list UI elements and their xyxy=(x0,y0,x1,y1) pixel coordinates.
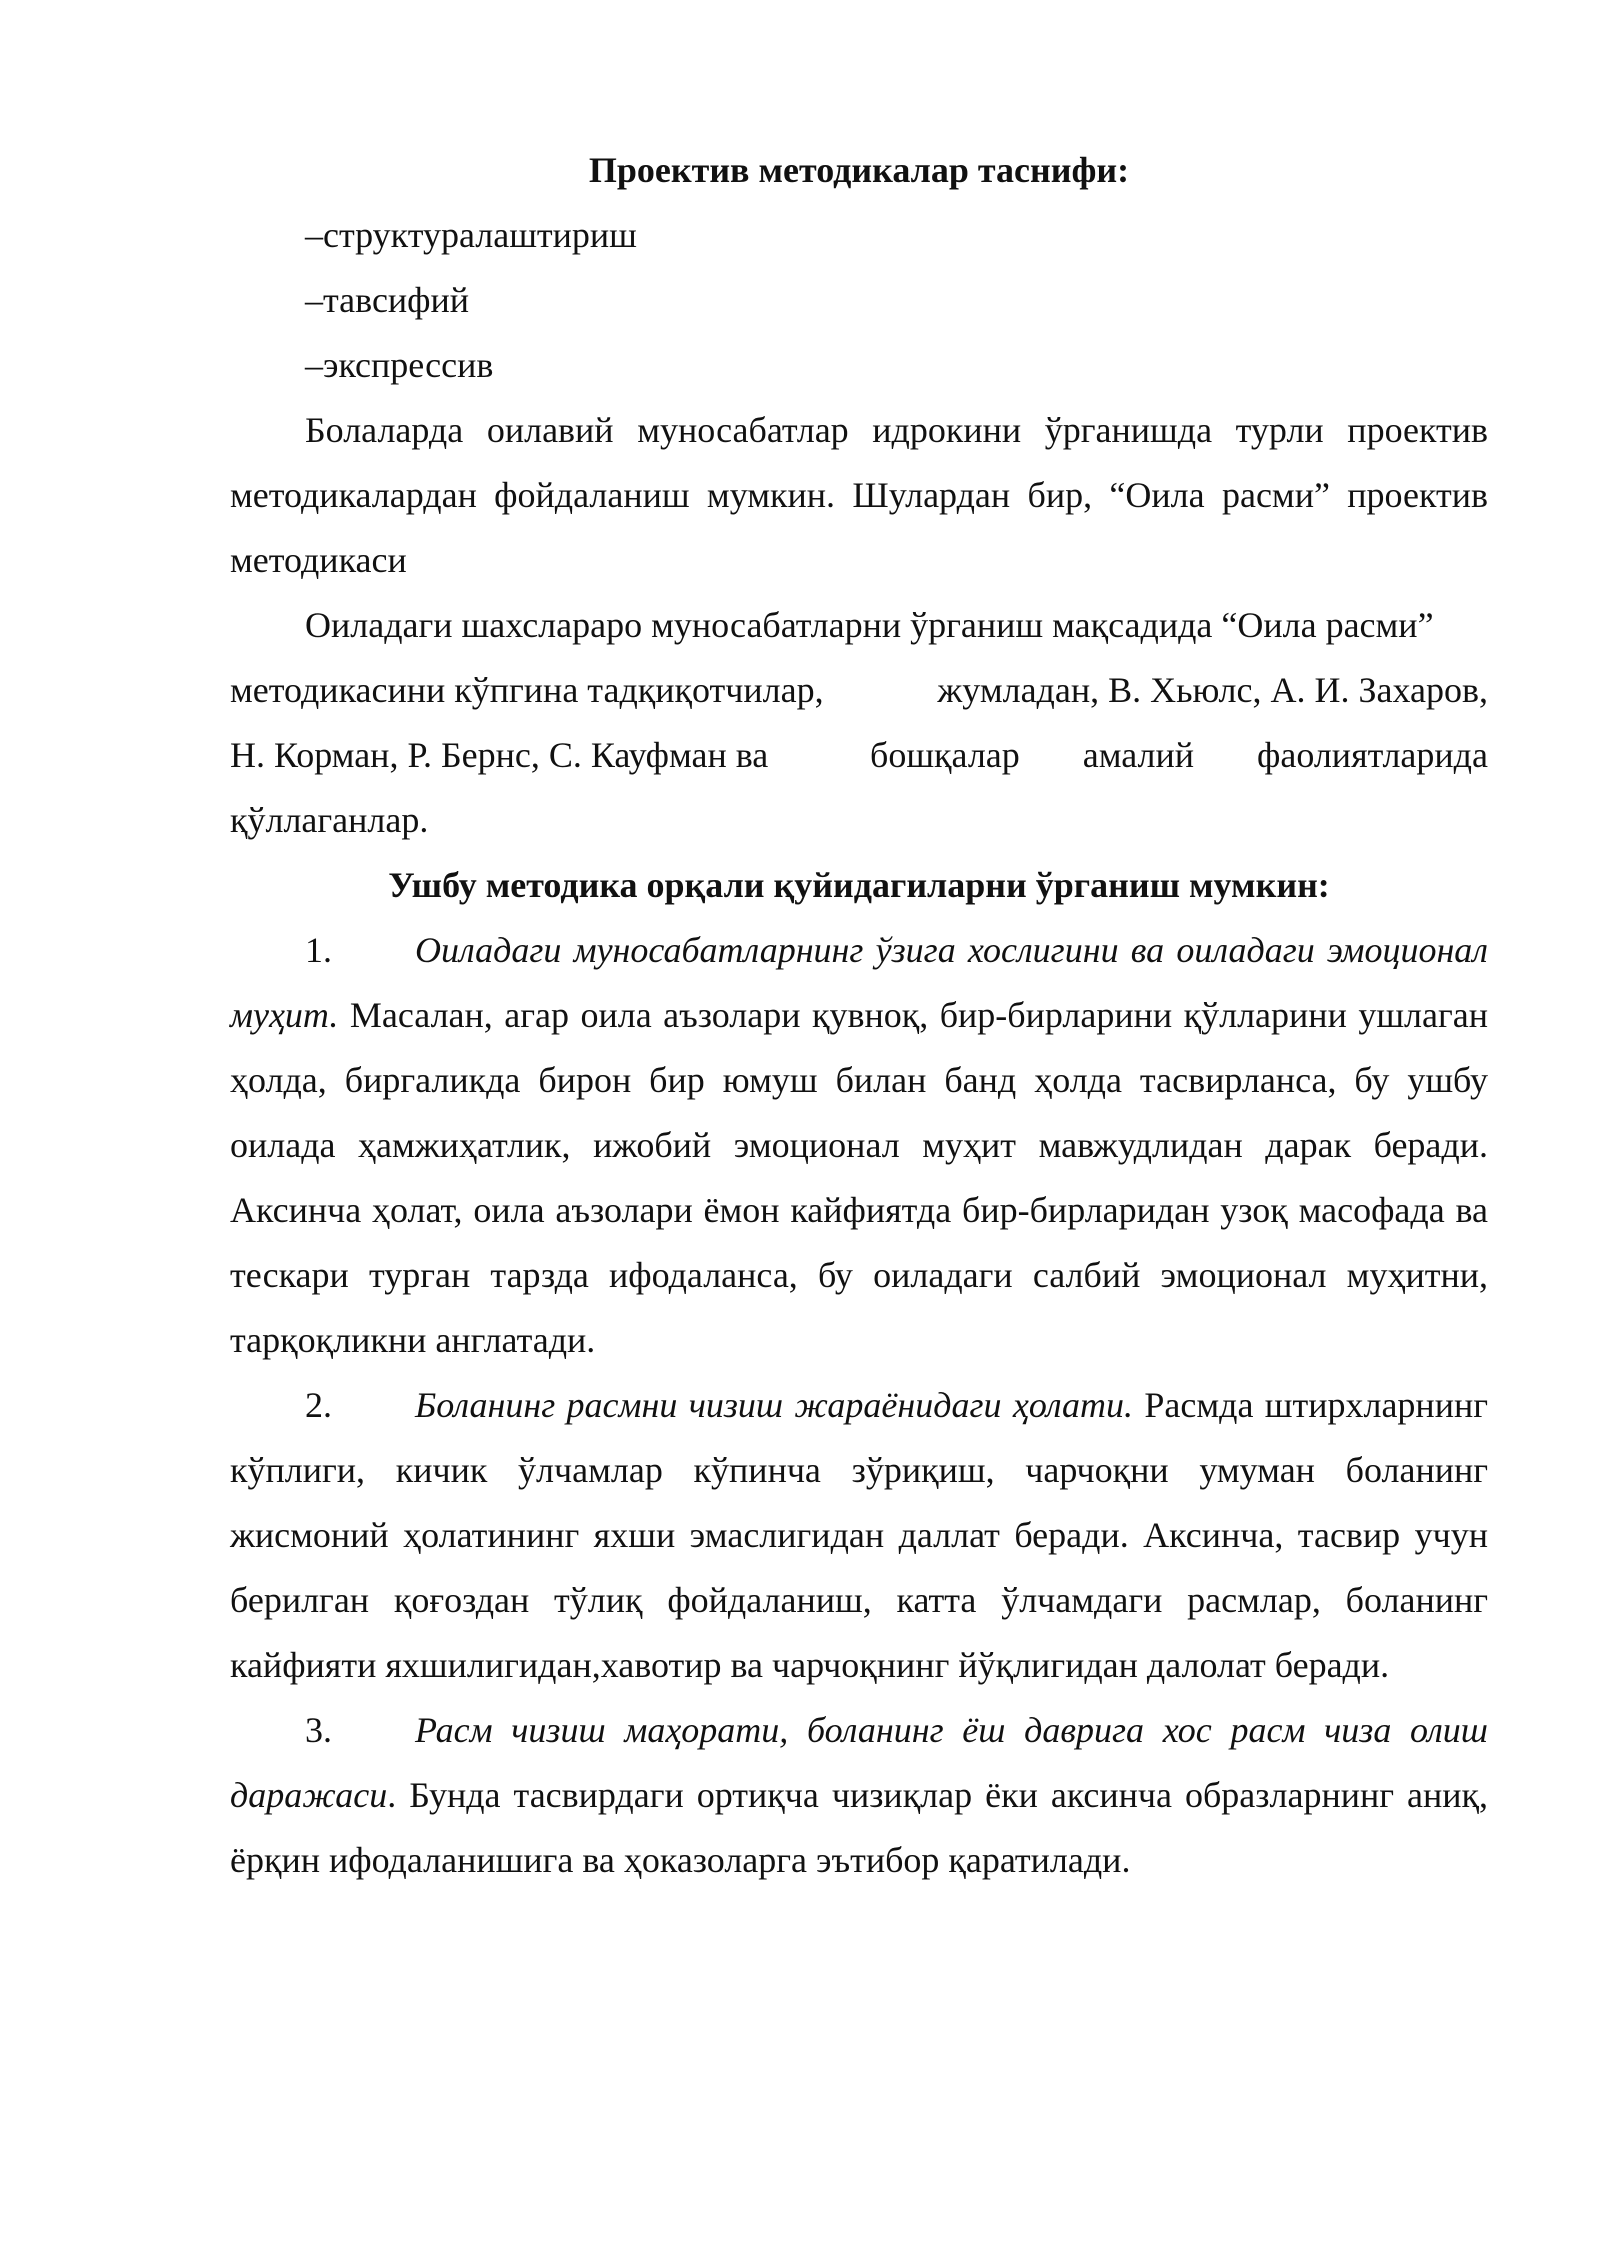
item-italic-heading: Боланинг расмни чизиш жараёнидаги ҳолати. xyxy=(415,1385,1134,1425)
numbered-item-1 xyxy=(230,918,1488,1373)
paragraph-researchers-line1: Оиладаги шахслараро муносабатларни ўрганиш мақсадида “Оила расми” xyxy=(305,605,1434,645)
paragraph-researchers-line2 xyxy=(230,658,1488,723)
item-italic-heading: Оиладаги муносабатларнинг ўзига хослигини ва оиладаги эмоционал муҳит. xyxy=(230,930,1488,1035)
numbered-item-2 xyxy=(230,1373,1488,1698)
researchers-line2-right: жумладан, В. Хьюлс, А. И. Захаров, xyxy=(937,670,1488,710)
researchers-line3-word: бошқалар xyxy=(870,735,1020,775)
list-item-structuring: –структуралаштириш xyxy=(305,215,637,255)
list-item-expressive: –экспрессив xyxy=(305,345,494,385)
researchers-line3-right xyxy=(870,723,1488,788)
paragraph-intro: Болаларда оилавий муносабатлар идрокини ўрганишда турли проектив методикалардан фойдаланиш мумкин. Шулардан бир, “Оила расми” проектив методикаси xyxy=(230,410,1488,580)
item-number: 3. xyxy=(305,1710,332,1750)
item-number: 2. xyxy=(305,1385,332,1425)
item-body-text: Масалан, агар оила аъзолари қувноқ, бир-бирларини қўлларини ушлаган ҳолда, биргаликда бирон бир юмуш билан банд ҳолда тасвирланса, бу ушбу оилада ҳамжиҳатлик, ижобий эмоционал муҳит мавжудлидан дарак беради. Аксинча ҳолат, оила аъзолари ёмон кайфиятда бир-бирларидан узоқ масофада ва тескари турган тарзда ифодаланса, бу оиладаги салбий эмоционал муҳитни, тарқоқликни англатади. xyxy=(230,995,1488,1360)
item-body-text: Расмда штирхларнинг кўплиги, кичик ўлчамлар кўпинча зўриқиш, чарчоқни умуман боланинг жисмоний ҳолатининг яхши эмаслигидан даллат беради. Аксинча, тасвир учун берилган қоғоздан тўлиқ фойдаланиш, катта ўлчамдаги расмлар, боланинг кайфияти яхшилигидан,хавотир ва чарчоқнинг йўқлигидан далолат беради. xyxy=(230,1385,1488,1685)
researchers-line3-word: амалий xyxy=(1082,735,1195,775)
item-body-text: . Бунда тасвирдаги ортиқча чизиқлар ёки аксинча образларнинг аниқ, ёрқин ифодаланишига ва ҳоказоларга эътибор қаратилади. xyxy=(230,1775,1488,1880)
paragraph-researchers-line3 xyxy=(230,723,1488,788)
researchers-line3-word: фаолиятларида xyxy=(1257,735,1488,775)
document-content xyxy=(230,138,1488,1893)
researchers-line2-left: методикасини кўпгина тадқиқотчилар, xyxy=(230,670,824,710)
heading-classification: Проектив методикалар таснифи: xyxy=(588,150,1130,190)
paragraph-researchers-line4: қўллаганлар. xyxy=(230,800,429,840)
numbered-item-3 xyxy=(230,1698,1488,1893)
item-italic-heading: Расм чизиш маҳорати, боланинг ёш даврига хос расм чиза олиш даражаси xyxy=(230,1710,1488,1815)
heading-study-topics: Ушбу методика орқали қуйидагиларни ўрганиш мумкин: xyxy=(388,865,1330,905)
researchers-line3-left: Н. Корман, Р. Бернс, С. Кауфман ва xyxy=(230,735,769,775)
item-number: 1. xyxy=(305,930,332,970)
list-item-descriptive: –тавсифий xyxy=(305,280,470,320)
